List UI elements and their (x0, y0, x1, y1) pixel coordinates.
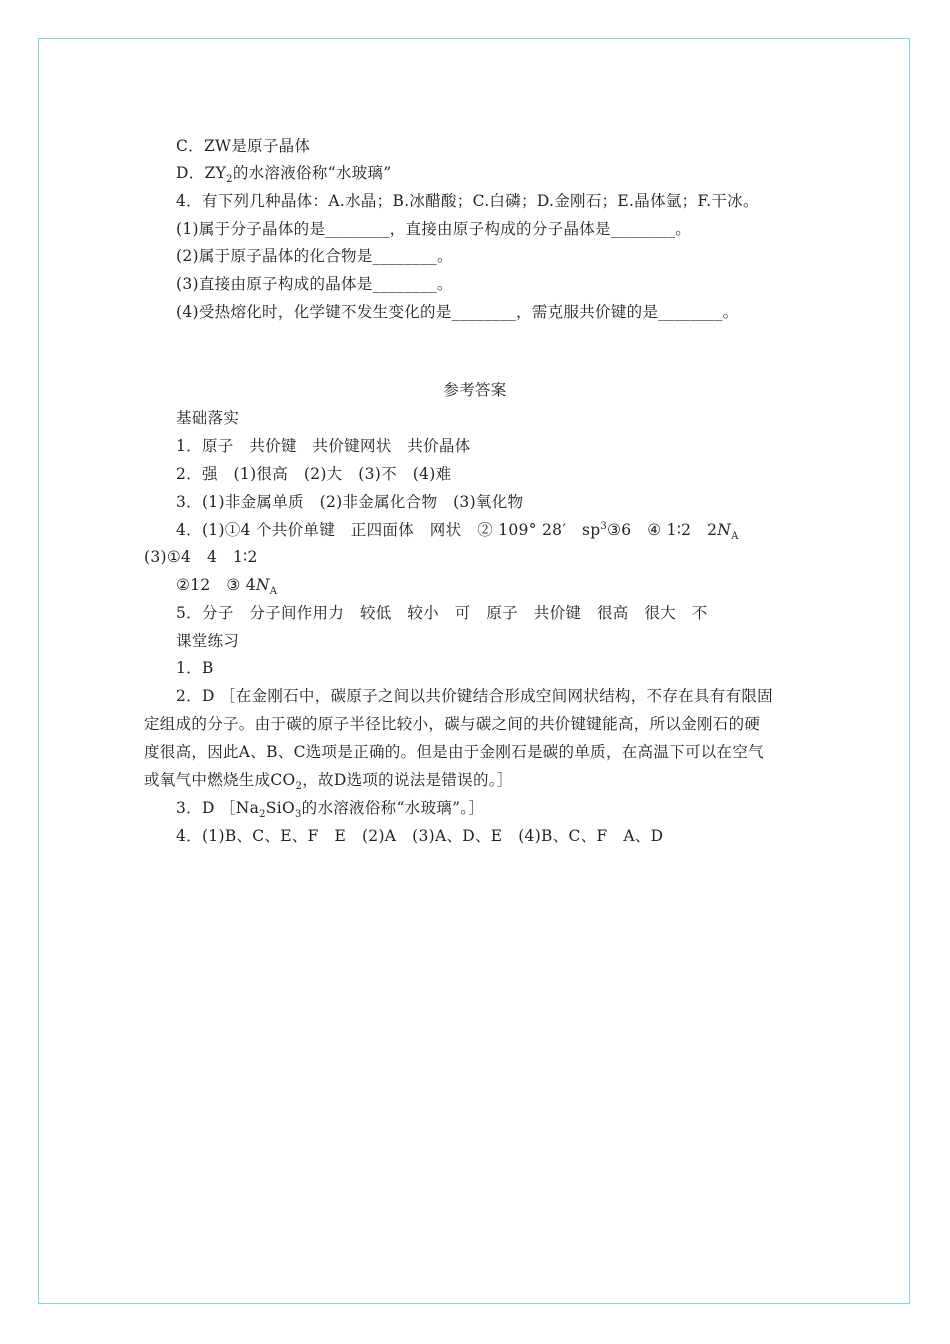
practice-3: 3．D $[Na_2SiO_3$的水溶液俗称“水玻璃”。］ (176, 799, 485, 821)
answer-2: 2．强 (1)很高 (2)大 (3)不 (4)难 (176, 465, 452, 483)
q4-title: 4．有下列几种晶体：A.水晶；B.冰醋酸；C.白磷；D.金刚石；E.晶体氩；F.干冰。 (176, 192, 759, 210)
answers-title: 参考答案 (443, 381, 507, 399)
answer-4-line2: (3)①4 4 1∶2 (144, 548, 258, 566)
practice-4: 4．(1)B、C、E、F E (2)A (3)A、D、E (4)B、C、F A、D (176, 827, 664, 845)
section-basic: 基础落实 (176, 409, 240, 427)
q4-part-3: (3)直接由原子构成的晶体是________。 (176, 275, 453, 293)
practice-2-line3: 度很高，因此A、B、C选项是正确的。但是由于金刚石是碳的单质，在高温下可以在空气 (144, 743, 764, 761)
answer-5: 5．分子 分子间作用力 较低 较小 可 原子 共价键 很高 很大 不 (176, 604, 708, 622)
practice-2-line2: 定组成的分子。由于碳的原子半径比较小，碳与碳之间的共价键键能高，所以金刚石的硬 (144, 715, 761, 733)
answer-4-line3: ②12 ③ $4N_A$ (176, 576, 278, 598)
q3-option-d: D．$ZY_2$的水溶液俗称“水玻璃” (176, 164, 392, 186)
q3-option-c: C．ZW是原子晶体 (176, 137, 311, 155)
practice-1: 1．B (176, 659, 214, 677)
practice-2-line4: 或氧气中燃烧生成$CO_2$，故D选项的说法是错误的。］ (144, 771, 513, 793)
q4-part-4: (4)受热熔化时，化学键不发生变化的是________，需克服共价键的是________。 (176, 303, 739, 321)
practice-2-line1: 2．D ［在金刚石中，碳原子之间以共价键结合形成空间网状结构，不存在具有有限固 (176, 687, 773, 705)
answer-1: 1．原子 共价键 共价键网状 共价晶体 (176, 437, 471, 455)
q4-part-1: (1)属于分子晶体的是________，直接由原子构成的分子晶体是________。 (176, 220, 692, 238)
answer-4: 4．(1)①4 个共价单键 正四面体 网状 ② 109° 28′ $sp^3③6$ ④ 1∶2 $2N_A$ (176, 520, 739, 543)
answer-3: 3．(1)非金属单质 (2)非金属化合物 (3)氧化物 (176, 493, 524, 511)
section-practice: 课堂练习 (176, 632, 240, 650)
q4-part-2: (2)属于原子晶体的化合物是________。 (176, 247, 453, 265)
